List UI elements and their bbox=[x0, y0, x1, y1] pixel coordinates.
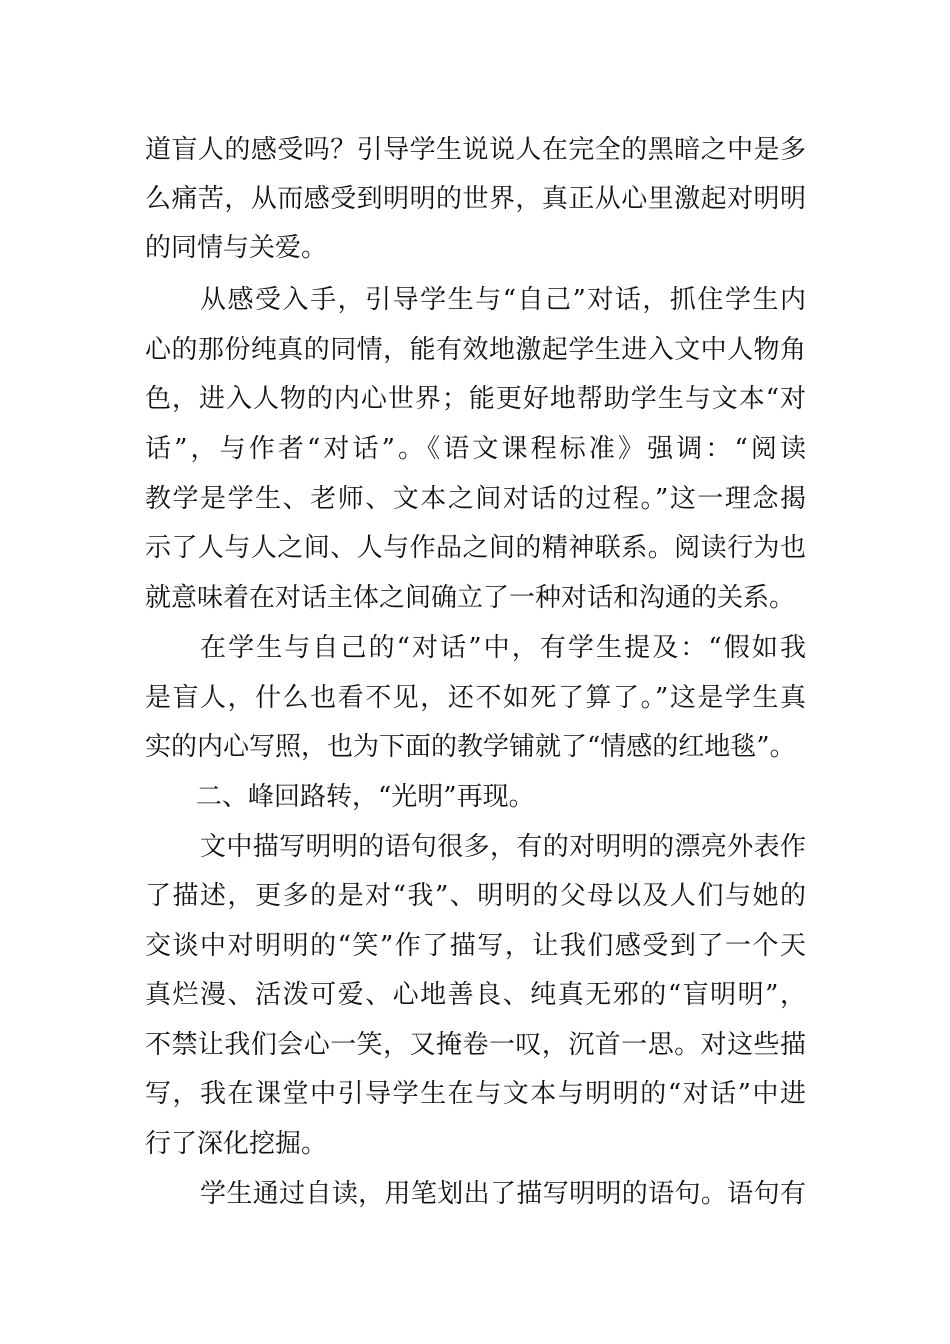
paragraph-1-line-3: 的同情与关爱。 bbox=[145, 233, 328, 263]
paragraph-3-line-1: 在学生与自己的“对话”中，有学生提及：“假如我 bbox=[200, 633, 806, 663]
paragraph-1-line-1: 道盲人的感受吗？引导学生说说人在完全的黑暗之中是多 bbox=[145, 135, 806, 165]
paragraph-2-line-1: 从感受入手，引导学生与“自己”对话，抓住学生内 bbox=[200, 285, 806, 315]
paragraph-4-line-4: 真烂漫、活泼可爱、心地善良、纯真无邪的“盲明明”， bbox=[145, 980, 806, 1010]
paragraph-4-line-1: 文中描写明明的语句很多，有的对明明的漂亮外表作 bbox=[200, 832, 806, 862]
paragraph-2-line-7: 就意味着在对话主体之间确立了一种对话和沟通的关系。 bbox=[145, 583, 796, 613]
paragraph-2-line-6: 示了人与人之间、人与作品之间的精神联系。阅读行为也 bbox=[145, 533, 806, 563]
paragraph-4-line-3: 交谈中对明明的“笑”作了描写，让我们感受到了一个天 bbox=[145, 931, 806, 961]
paragraph-2-line-2: 心的那份纯真的同情，能有效地激起学生进入文中人物角 bbox=[145, 335, 806, 365]
paragraph-2-line-3: 色，进入人物的内心世界；能更好地帮助学生与文本“对 bbox=[145, 384, 806, 414]
paragraph-3-line-2: 是盲人，什么也看不见，还不如死了算了。”这是学生真 bbox=[145, 683, 806, 713]
paragraph-4-line-7: 行了深化挖掘。 bbox=[145, 1129, 328, 1159]
section-heading: 二、峰回路转，“光明”再现。 bbox=[196, 782, 535, 812]
paragraph-1-line-2: 么痛苦，从而感受到明明的世界，真正从心里激起对明明 bbox=[145, 184, 806, 214]
paragraph-2-line-4: 话”，与作者“对话”。《语文课程标准》强调：“阅读 bbox=[145, 434, 806, 464]
paragraph-2-line-5: 教学是学生、老师、文本之间对话的过程。”这一理念揭 bbox=[145, 484, 806, 514]
paragraph-4-line-5: 不禁让我们会心一笑，又掩卷一叹，沉首一思。对这些描 bbox=[145, 1030, 806, 1060]
paragraph-4-line-2: 了描述，更多的是对“我”、明明的父母以及人们与她的 bbox=[145, 881, 806, 911]
paragraph-5-line-1: 学生通过自读，用笔划出了描写明明的语句。语句有 bbox=[200, 1179, 806, 1209]
paragraph-3-line-3: 实的内心写照，也为下面的教学铺就了“情感的红地毯”。 bbox=[145, 732, 796, 762]
paragraph-4-line-6: 写，我在课堂中引导学生在与文本与明明的“对话”中进 bbox=[145, 1079, 806, 1109]
